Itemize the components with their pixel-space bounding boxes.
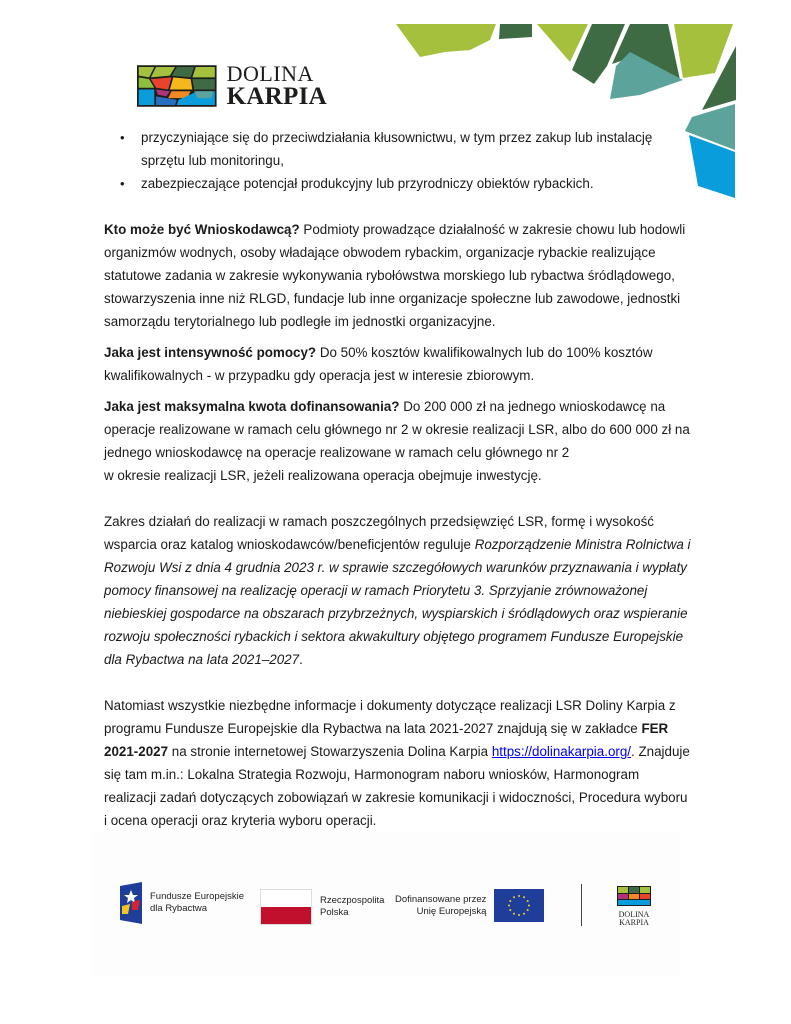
info-text: na stronie internetowej Stowarzyszenia Dolina Karpia bbox=[168, 744, 492, 759]
fish-mosaic-small-icon bbox=[617, 886, 651, 906]
bullet-item: • przyczyniające się do przeciwdziałania kłusownictwu, w tym przez zakup lub instalację sprzętu lub monitoringu, bbox=[104, 126, 694, 172]
dk-line-1: DOLINA bbox=[618, 910, 650, 919]
regulation-end: . bbox=[299, 652, 303, 667]
faq-answer: Podmioty prowadzące działalność w zakresie chowu lub hodowli organizmów wodnych, osoby władające obwodem rybackim, organizacje rybackie realizujące statutowe zadania w zakresie wykonywania rybołówstwa morskiego lub rybactwa śródlądowego, stowarzyszenia inne niż RLGD, fundacje lub inne organizacje społeczne lub zawodowe, jednostki samorządu terytorialnego lub podległe im jednostki organizacyjne. bbox=[104, 222, 686, 329]
document-body bbox=[104, 126, 694, 832]
eu-cofunded-logo bbox=[395, 889, 544, 922]
eu-flag-icon bbox=[494, 889, 544, 922]
faq-answer-cont: w okresie realizacji LSR, jeżeli realizowana operacja obejmuje inwestycję. bbox=[104, 468, 542, 483]
faq-question: Jaka jest intensywność pomocy? bbox=[104, 345, 317, 360]
faq-answer: Do 200 000 zł na jednego wnioskodawcę na operacje realizowane w ramach celu głównego nr 2 w okresie realizacji LSR, albo do 600 000 zł na jednego wnioskodawcę na operacje realizowane w ramach celu głównego nr 2 bbox=[104, 399, 690, 460]
faq-max-amount bbox=[104, 395, 694, 487]
logo-wordmark bbox=[226, 60, 327, 110]
info-text: . Znajduje się tam m.in.: Lokalna Strategia Rozwoju, Harmonogram naboru wniosków, Harmonogram realizacji zadań dotyczących zobowiązań w zakresie komunikacji i widoczności, Procedura wyboru i ocena operacji oraz kryteria wyboru operacji. bbox=[104, 744, 690, 828]
faq-applicant bbox=[104, 218, 694, 333]
dk-line-2: KARPIA bbox=[619, 918, 649, 927]
bullet-list bbox=[104, 126, 694, 195]
regulation-title: Rozporządzenie Ministra Rolnictwa i Rozwoju Wsi z dnia 4 grudnia 2023 r. w sprawie szczegółowych warunków przyznawania i wypłaty pomocy finansowej na realizację operacji w ramach Priorytetu 3. Sprzyjanie zrównoważonej niebieskiej gospodarce na obszarach przybrzeżnych, wyspiarskich i śródlądowych oraz wspieranie rozwoju społeczności rybackich i sektora akwakultury objętego programem Fundusze Europejskie dla Rybactwa na lata 2021–2027 bbox=[104, 537, 691, 667]
eu-line-2: Unię Europejską bbox=[416, 905, 487, 917]
rp-line-2: Polska bbox=[320, 907, 349, 918]
dolina-karpia-logo bbox=[137, 60, 327, 112]
logo-line-1: DOLINA bbox=[226, 60, 314, 86]
footer-divider bbox=[581, 884, 582, 926]
bullet-item: • zabezpieczające potencjał produkcyjny lub przyrodniczy obiektów rybackich. bbox=[104, 172, 694, 195]
faq-question: Jaka jest maksymalna kwota dofinansowania? bbox=[104, 399, 400, 414]
fe-star-icon bbox=[120, 882, 142, 924]
fer-tab-name: FER 2021-2027 bbox=[104, 721, 669, 759]
regulation-intro: Zakres działań do realizacji w ramach poszczególnych przedsięwzięć LSR, formę i wysokość wsparcia oraz katalog wnioskodawców/beneficjentów reguluje bbox=[104, 514, 654, 552]
dolinakarpia-link[interactable]: https://dolinakarpia.org/ bbox=[491, 744, 632, 759]
fe-line-2: dla Rybactwa bbox=[150, 903, 208, 914]
eu-line-1: Dofinansowane przez bbox=[395, 893, 487, 905]
rp-line-1: Rzeczpospolita bbox=[320, 895, 385, 906]
fe-line-1: Fundusze Europejskie bbox=[150, 891, 244, 902]
regulation-paragraph bbox=[104, 510, 694, 671]
dolina-karpia-small-logo bbox=[614, 886, 654, 927]
fish-mosaic-icon bbox=[137, 62, 217, 110]
fundusze-europejskie-logo bbox=[120, 882, 244, 924]
polish-flag-icon bbox=[260, 889, 312, 925]
info-paragraph bbox=[104, 694, 694, 832]
faq-question: Kto może być Wnioskodawcą? bbox=[104, 222, 300, 237]
logo-line-2: KARPIA bbox=[226, 82, 327, 110]
faq-answer: Do 50% kosztów kwalifikowalnych lub do 100% kosztów kwalifikowalnych - w przypadku gdy operacja jest w interesie zbiorowym. bbox=[104, 345, 653, 383]
rzeczpospolita-polska-logo bbox=[260, 889, 384, 925]
faq-intensity bbox=[104, 341, 694, 387]
info-text: Natomiast wszystkie niezbędne informacje i dokumenty dotyczące realizacji LSR Doliny Karpia z programu Fundusze Europejskie dla Rybactwa na lata 2021-2027 znajdują się w zakładce bbox=[104, 698, 676, 736]
